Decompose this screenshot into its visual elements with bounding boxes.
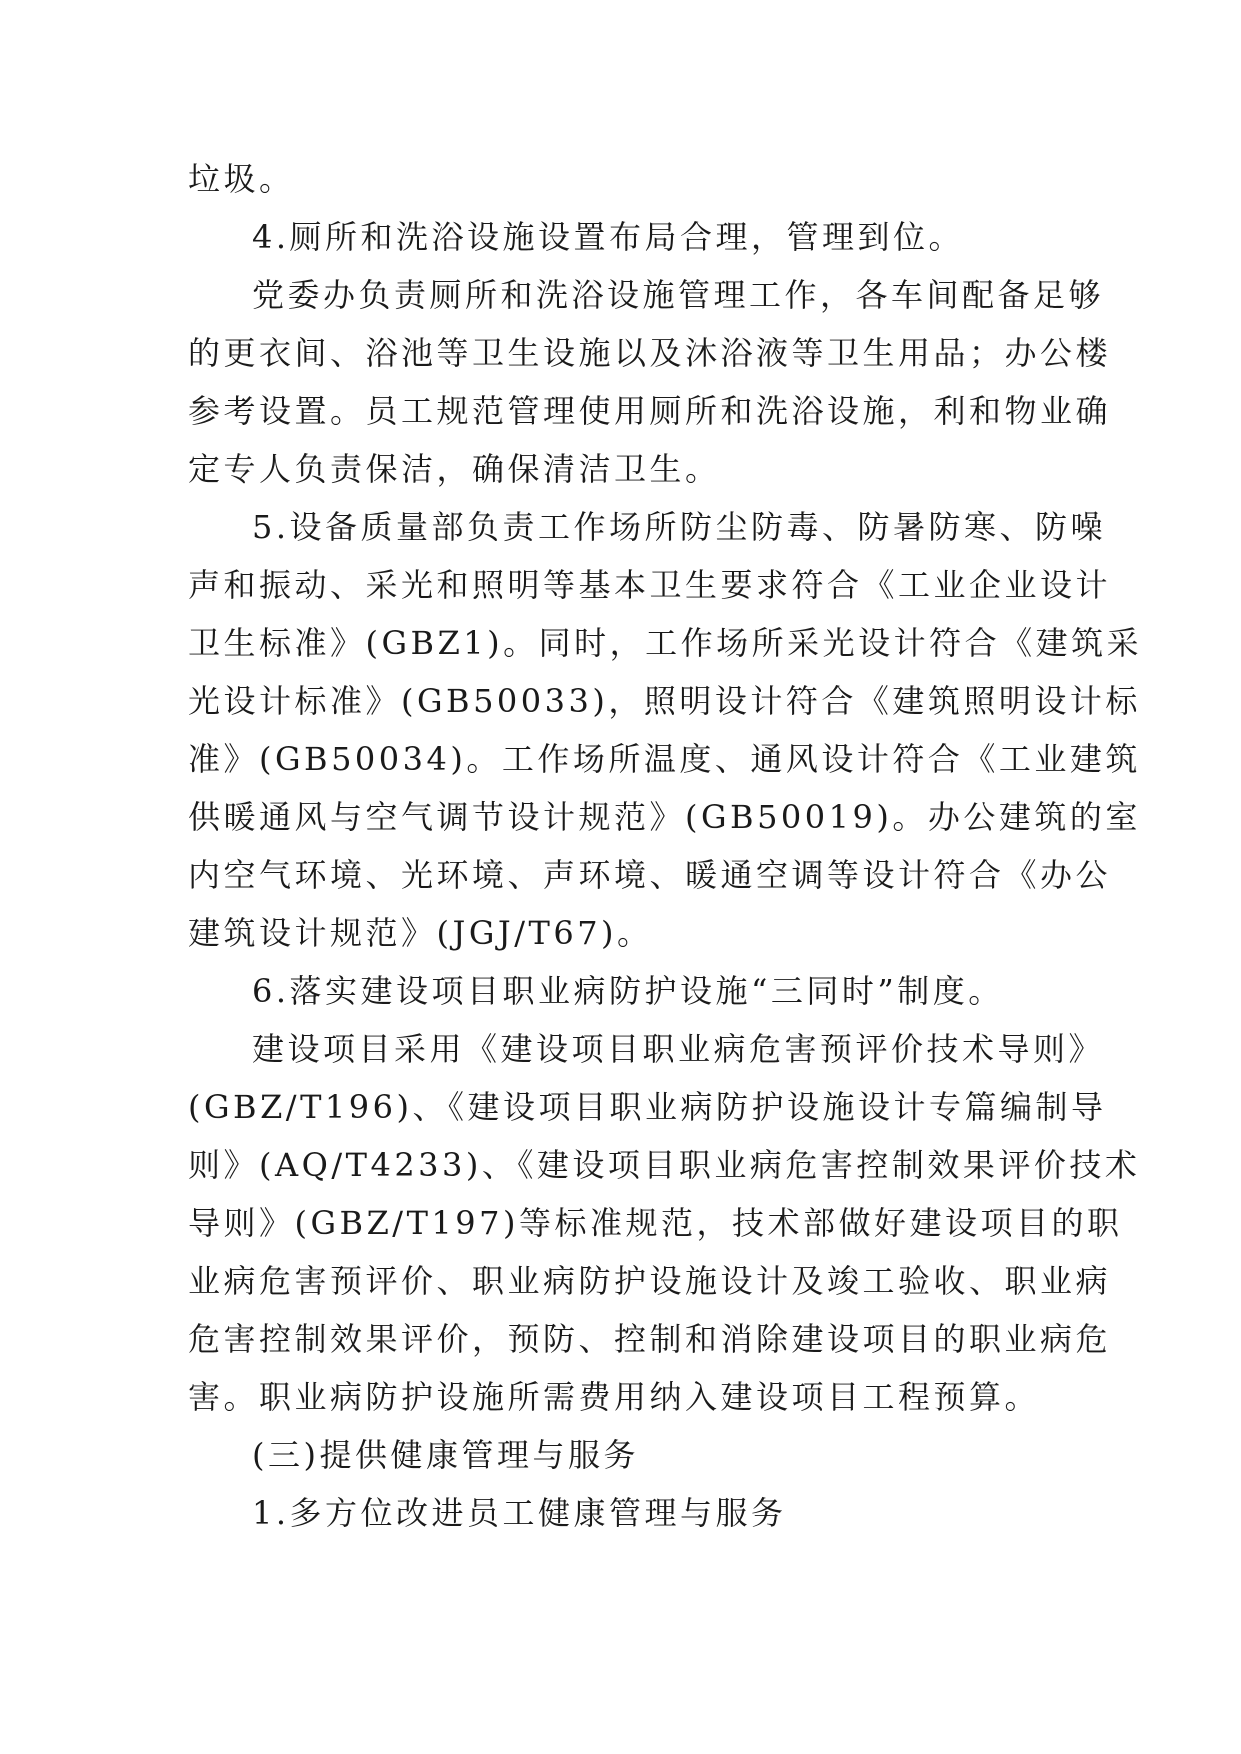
paragraph-line: 光设计标准》(GB50033)，照明设计符合《建筑照明设计标 <box>188 682 1141 720</box>
paragraph-line: 供暖通风与空气调节设计规范》(GB50019)。办公建筑的室 <box>188 798 1141 836</box>
subsection-heading: (三)提供健康管理与服务 <box>252 1436 639 1474</box>
paragraph-line: 危害控制效果评价，预防、控制和消除建设项目的职业病危 <box>188 1320 1112 1358</box>
paragraph-line: 参考设置。员工规范管理使用厕所和洗浴设施，利和物业确 <box>188 392 1112 430</box>
paragraph-line: 业病危害预评价、职业病防护设施设计及竣工验收、职业病 <box>188 1262 1112 1300</box>
paragraph-line: 内空气环境、光环境、声环境、暖通空调等设计符合《办公 <box>188 856 1112 894</box>
section-heading: 4.厕所和洗浴设施设置布局合理，管理到位。 <box>252 218 965 256</box>
document-body <box>188 150 1143 1542</box>
paragraph-line: 声和振动、采光和照明等基本卫生要求符合《工业企业设计 <box>188 566 1112 604</box>
paragraph-line: 5.设备质量部负责工作场所防尘防毒、防暑防寒、防噪 <box>252 508 1107 546</box>
paragraph-line: 准》(GB50034)。工作场所温度、通风设计符合《工业建筑 <box>188 740 1141 778</box>
paragraph-line: 建设项目采用《建设项目职业病危害预评价技术导则》 <box>252 1030 1105 1068</box>
paragraph-line: 建筑设计规范》(JGJ/T67)。 <box>188 914 653 952</box>
paragraph-line: 害。职业病防护设施所需费用纳入建设项目工程预算。 <box>188 1378 1041 1416</box>
paragraph-line: (GBZ/T196)、《建设项目职业病防护设施设计专篇编制导 <box>188 1088 1107 1126</box>
paragraph-line: 卫生标准》(GBZ1)。同时，工作场所采光设计符合《建筑采 <box>188 624 1143 662</box>
paragraph-line: 导则》(GBZ/T197)等标准规范，技术部做好建设项目的职 <box>188 1204 1123 1242</box>
section-heading: 1.多方位改进员工健康管理与服务 <box>252 1494 787 1532</box>
paragraph-line: 党委办负责厕所和洗浴设施管理工作，各车间配备足够 <box>252 276 1105 314</box>
paragraph-line: 垃圾。 <box>188 160 295 198</box>
paragraph-line: 定专人负责保洁，确保清洁卫生。 <box>188 450 721 488</box>
section-heading: 6.落实建设项目职业病防护设施“三同时”制度。 <box>252 972 1004 1010</box>
paragraph-line: 的更衣间、浴池等卫生设施以及沐浴液等卫生用品；办公楼 <box>188 334 1112 372</box>
paragraph-line: 则》(AQ/T4233)、《建设项目职业病危害控制效果评价技术 <box>188 1146 1141 1184</box>
